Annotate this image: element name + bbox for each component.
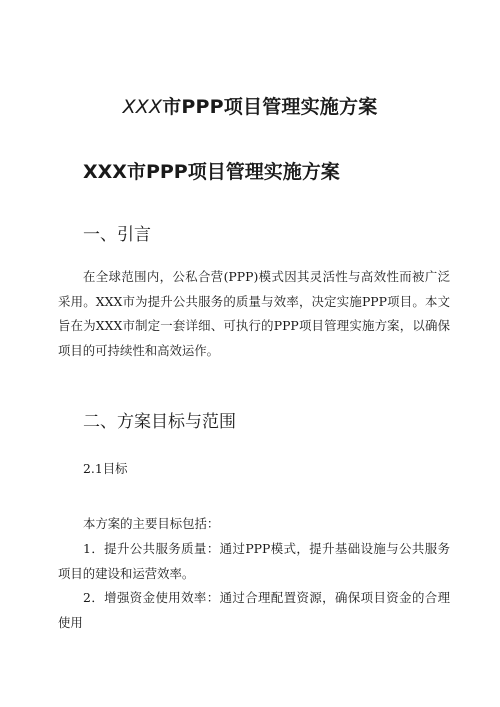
introduction-paragraph: 在全球范围内，公私合营(PPP)模式因其灵活性与高效性而被广泛采用。XXX市为提升公共服务的质量与效率，决定实施PPP项目。本文旨在为XXX市制定一套详细、可执行的PPP项目管理实施方案，以确保项目的可持续性和高效运作。 [58,269,450,358]
document-title [0,92,500,119]
section-heading-introduction: 一、引言 [83,225,151,245]
goal-list-item: 1．提升公共服务质量：通过PPP模式，提升基础设施与公共服务项目的建设和运营效率。 [58,541,450,581]
section-heading-goals-scope: 二、方案目标与范围 [83,412,236,432]
goal-list-item: 2．增强资金使用效率：通过合理配置资源，确保项目资金的合理使用 [58,590,450,630]
document-subtitle: XXX市PPP项目管理实施方案 [83,161,340,183]
document-title-text: 市PPP项目管理实施方案 [162,96,378,118]
document-title-prefix: XXX [122,96,163,118]
goals-intro-text: 本方案的主要目标包括： [83,516,220,531]
subsection-heading-goals: 2.1目标 [83,461,128,476]
